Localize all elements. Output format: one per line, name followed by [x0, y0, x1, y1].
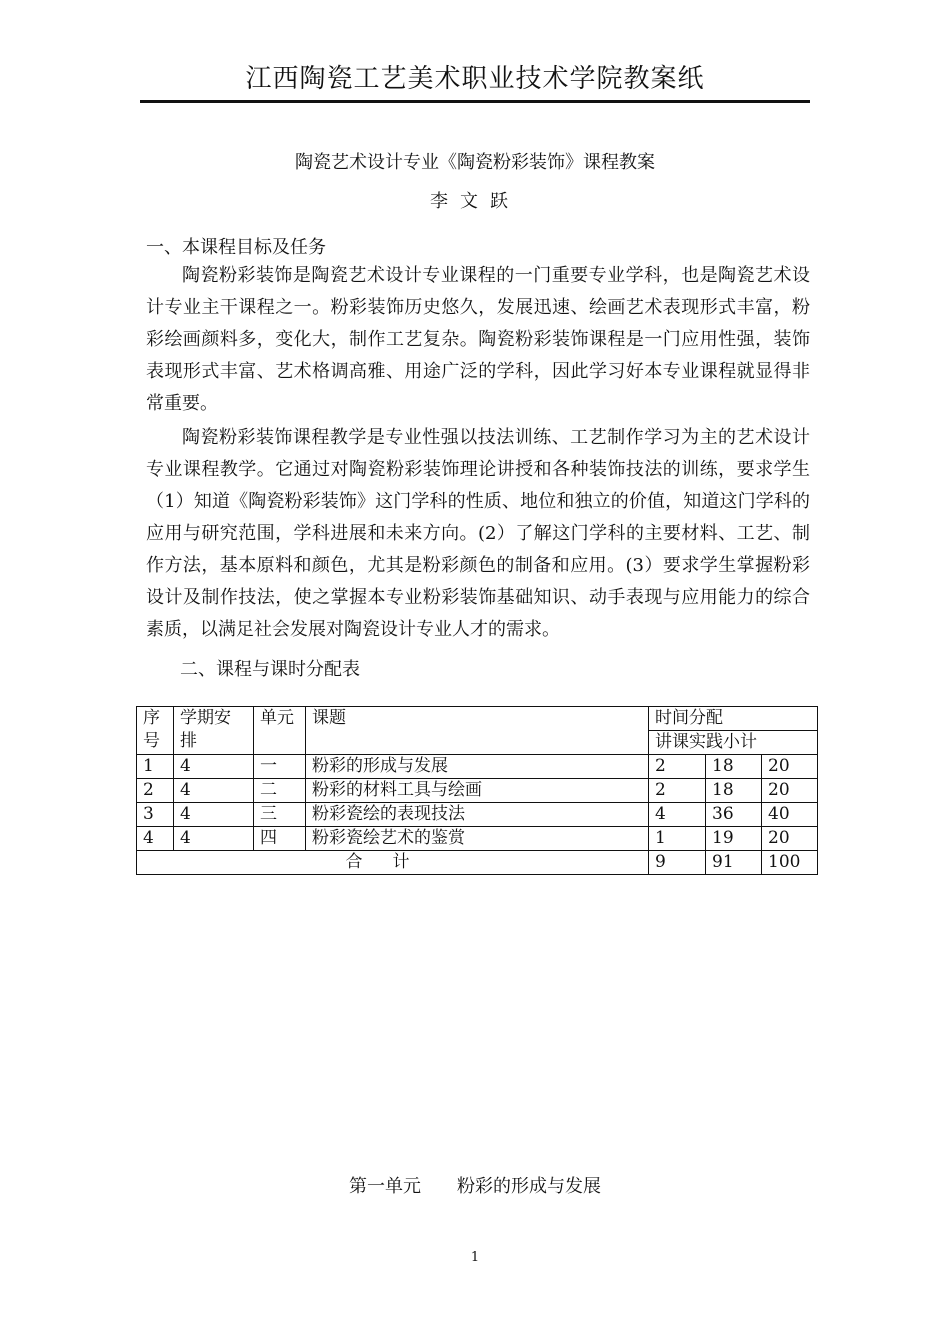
cell-seq: 4 [137, 827, 174, 851]
cell-semester: 4 [174, 827, 254, 851]
cell-lecture: 1 [649, 827, 706, 851]
cell-unit: 一 [254, 755, 306, 779]
header-divider [140, 100, 810, 103]
header-time-subheaders: 讲课实践小计 [649, 731, 818, 755]
cell-semester: 4 [174, 803, 254, 827]
section-1-heading: 一、本课程目标及任务 [146, 237, 326, 258]
total-label: 合计 [137, 851, 649, 875]
section-2-heading: 二、课程与课时分配表 [180, 659, 360, 680]
table-row [137, 827, 818, 851]
cell-seq: 2 [137, 779, 174, 803]
cell-subtotal: 40 [762, 803, 818, 827]
cell-semester: 4 [174, 779, 254, 803]
header-seq: 序号 [137, 707, 174, 755]
cell-topic: 粉彩瓷绘的表现技法 [306, 803, 649, 827]
course-hours-table [136, 706, 818, 875]
cell-topic: 粉彩的材料工具与绘画 [306, 779, 649, 803]
document-title: 陶瓷艺术设计专业《陶瓷粉彩装饰》课程教案 [295, 152, 655, 173]
cell-practice: 18 [706, 779, 762, 803]
total-subtotal: 100 [762, 851, 818, 875]
table-row [137, 755, 818, 779]
cell-lecture: 2 [649, 755, 706, 779]
cell-unit: 三 [254, 803, 306, 827]
cell-semester: 4 [174, 755, 254, 779]
section-1-paragraph-2: 陶瓷粉彩装饰课程教学是专业性强以技法训练、工艺制作学习为主的艺术设计专业课程教学。它通过对陶瓷粉彩装饰理论讲授和各种装饰技法的训练，要求学生（1）知道《陶瓷粉彩装饰》这门学科的性质、地位和独立的价值，知道这门学科的应用与研究范围，学科进展和未来方向。(2）了解这门学科的主要材料、工艺、制作方法，基本原料和颜色，尤其是粉彩颜色的制备和应用。(3）要求学生掌握粉彩设计及制作技法，使之掌握本专业粉彩装饰基础知识、动手表现与应用能力的综合素质，以满足社会发展对陶瓷设计专业人才的需求。 [146, 427, 810, 640]
cell-lecture: 2 [649, 779, 706, 803]
cell-unit: 四 [254, 827, 306, 851]
cell-seq: 1 [137, 755, 174, 779]
table-total-row [137, 851, 818, 875]
cell-topic: 粉彩瓷绘艺术的鉴赏 [306, 827, 649, 851]
total-practice: 91 [706, 851, 762, 875]
total-lecture: 9 [649, 851, 706, 875]
cell-subtotal: 20 [762, 779, 818, 803]
cell-lecture: 4 [649, 803, 706, 827]
cell-practice: 19 [706, 827, 762, 851]
cell-practice: 36 [706, 803, 762, 827]
cell-subtotal: 20 [762, 755, 818, 779]
document-author: 李文跃 [430, 191, 520, 212]
page-number: 1 [470, 1250, 480, 1265]
cell-unit: 二 [254, 779, 306, 803]
cell-practice: 18 [706, 755, 762, 779]
unit-1-title: 第一单元 粉彩的形成与发展 [349, 1176, 601, 1197]
page-header-title: 江西陶瓷工艺美术职业技术学院教案纸 [245, 64, 705, 94]
table-row [137, 779, 818, 803]
header-time: 时间分配 [649, 707, 818, 731]
cell-seq: 3 [137, 803, 174, 827]
header-semester: 学期安排 [174, 707, 254, 755]
header-topic: 课题 [306, 707, 649, 755]
cell-topic: 粉彩的形成与发展 [306, 755, 649, 779]
section-1-paragraph-1: 陶瓷粉彩装饰是陶瓷艺术设计专业课程的一门重要专业学科，也是陶瓷艺术设计专业主干课程之一。粉彩装饰历史悠久，发展迅速、绘画艺术表现形式丰富，粉彩绘画颜料多，变化大，制作工艺复杂。陶瓷粉彩装饰课程是一门应用性强，装饰表现形式丰富、艺术格调高雅、用途广泛的学科，因此学习好本专业课程就显得非常重要。 [146, 265, 810, 414]
header-unit: 单元 [254, 707, 306, 755]
cell-subtotal: 20 [762, 827, 818, 851]
table-row [137, 803, 818, 827]
